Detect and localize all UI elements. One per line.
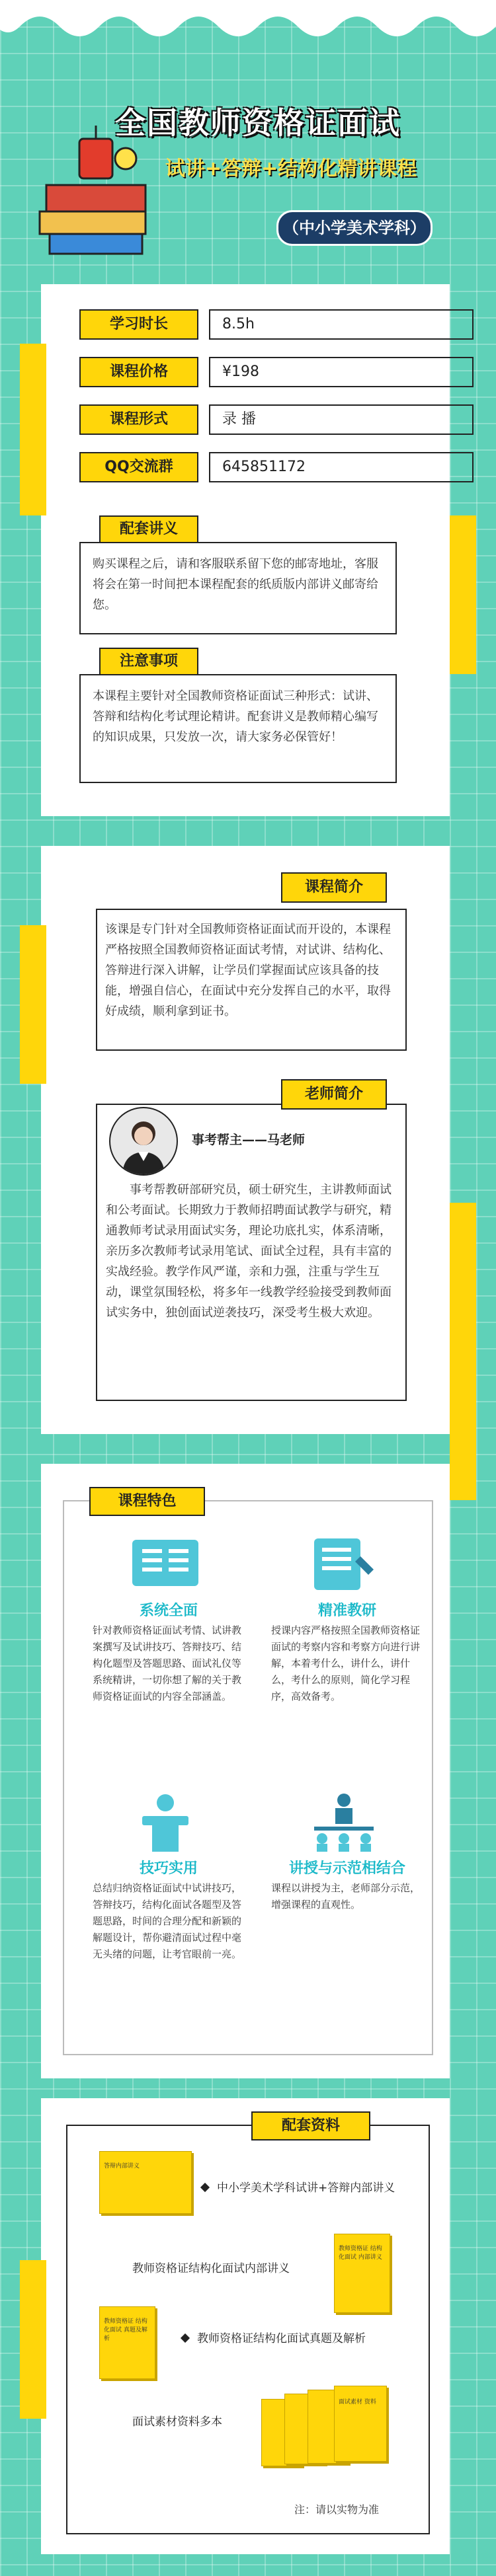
info-value: 录 播	[209, 404, 474, 435]
feature-text: 课程以讲授为主，老师部分示范，增强课程的直观性。	[271, 1882, 421, 1911]
doc-book-stack	[261, 2386, 393, 2465]
info-label: 课程价格	[79, 357, 198, 387]
info-value: ¥198	[209, 357, 474, 387]
doc-book-cover-text: 面试素材 资料	[339, 2399, 376, 2406]
doc-label: 教师资格证结构化面试内部讲义	[132, 2262, 290, 2275]
notes-box	[79, 674, 397, 783]
doc-book	[99, 2306, 155, 2379]
info-label: 课程形式	[79, 404, 198, 435]
feature-text: 授课内容严格按照全国教师资格证面试的考察内容和考察方向进行讲解，本着考什么，讲什么，讲什么，考什么的原则，简化学习程序，高效备考。	[271, 1624, 421, 1702]
teacher-avatar	[109, 1107, 178, 1176]
feature-text: 针对教师资格证面试考情、试讲教案撰写及试讲技巧、答辩技巧、结构化题型及答题思路、面试礼仪等系统精讲，一切你想了解的关于教师资格证面试的内容全部涵盖。	[93, 1624, 242, 1702]
materials-box	[79, 542, 397, 634]
person-icon	[110, 1108, 177, 1174]
info-label: 学习时长	[79, 309, 198, 340]
features-tag: 课程特色	[89, 1487, 205, 1516]
research-icon	[308, 1533, 380, 1593]
top-wave-decoration	[0, 0, 496, 46]
subject-badge: （中小学美术学科）	[276, 210, 433, 246]
teacher-name: 事考帮主——马老师	[192, 1133, 306, 1147]
teacher-text: 事考帮教研部研究员，硕士研究生，主讲教师面试和公考面试。长期致力于教师招聘面试教学与研究，精通教师考试录用面试实务，理论功底扎实，体系清晰，亲历多次教师考试录用笔试、面试全过程，具有丰富的实战经验。教学作风严谨，亲和力强，注重与学生互动，课堂氛围轻松，将多年一线教学经验接受到教师面试实务中，独创面试逆袭技巧，深受考生极大欢迎。	[106, 1183, 392, 1320]
document-icon	[129, 1533, 202, 1593]
doc-book	[334, 2234, 390, 2313]
feature-title: 技巧实用	[139, 1860, 198, 1877]
doc-book-cover-text: 答辩内部讲义	[104, 2163, 140, 2170]
materials-text: 购买课程之后，请和客服联系留下您的邮寄地址，客服将会在第一时间把本课程配套的纸质版内部讲义邮寄给您。	[93, 557, 378, 612]
course-intro-tag: 课程简介	[281, 872, 387, 903]
docs-card-accent	[20, 2260, 46, 2419]
doc-label: 面试素材资料多本	[132, 2415, 222, 2429]
doc-label: 中小学美术学科试讲+答辩内部讲义	[217, 2181, 395, 2195]
feature-title: 精准教研	[317, 1603, 376, 1619]
intro-card-accent	[20, 925, 46, 1084]
feature-research	[265, 1533, 430, 1784]
doc-book-cover-text: 教师资格证 结构化面试 内部讲义	[339, 2246, 382, 2261]
materials-tag: 配套讲义	[99, 515, 198, 543]
doc-book-cover-text: 教师资格证 结构化面试 真题及解析	[104, 2318, 147, 2342]
features-card-accent-right	[450, 1355, 476, 1500]
notes-text: 本课程主要针对全国教师资格证面试三种形式：试讲、答辩和结构化考试理论精讲。配套讲义是教师精心编写的知识成果，只发放一次，请大家务必保管好！	[93, 689, 378, 744]
docs-tag: 配套资料	[251, 2111, 370, 2140]
doc-book	[99, 2151, 192, 2214]
doc-book	[334, 2386, 387, 2462]
intro-card-accent-right	[450, 1203, 476, 1375]
feature-title: 系统全面	[139, 1603, 198, 1619]
doc-label: 教师资格证结构化面试真题及解析	[197, 2332, 366, 2345]
feature-practical	[86, 1791, 251, 2042]
docs-note: 注：请以实物为准	[294, 2503, 380, 2516]
info-label: QQ交流群	[79, 452, 198, 482]
feature-demo	[265, 1791, 430, 2042]
info-card-accent-right	[450, 515, 476, 674]
info-value: 645851172	[209, 452, 474, 482]
page-subtitle: 试讲+答辩+结构化精讲课程	[165, 157, 417, 180]
page-title: 全国教师资格证面试	[115, 105, 401, 141]
feature-system	[86, 1533, 251, 1784]
teacher-students-icon	[308, 1791, 380, 1854]
lectern-icon	[129, 1791, 202, 1854]
course-intro-text: 该课是专门针对全国教师资格证面试而开设的，本课程严格按照全国教师资格证面试考情，对试讲、结构化、答辩进行深入讲解，让学员们掌握面试应该具备的技能，增强自信心，在面试中充分发挥自己的水平，取得好成绩，顺利拿到证书。	[105, 923, 391, 1018]
feature-title: 讲授与示范相结合	[288, 1860, 405, 1877]
info-value: 8.5h	[209, 309, 474, 340]
course-intro-box	[96, 909, 407, 1051]
feature-text: 总结归纳资格证面试中试讲技巧，答辩技巧，结构化面试各题型及答题思路，时间的合理分配和新颖的解题设计，帮你避清面试过程中毫无头绪的问题，让考官眼前一亮。	[93, 1882, 242, 1960]
notes-tag: 注意事项	[99, 648, 198, 675]
info-card-accent	[20, 344, 46, 515]
teacher-tag: 老师简介	[281, 1079, 387, 1110]
